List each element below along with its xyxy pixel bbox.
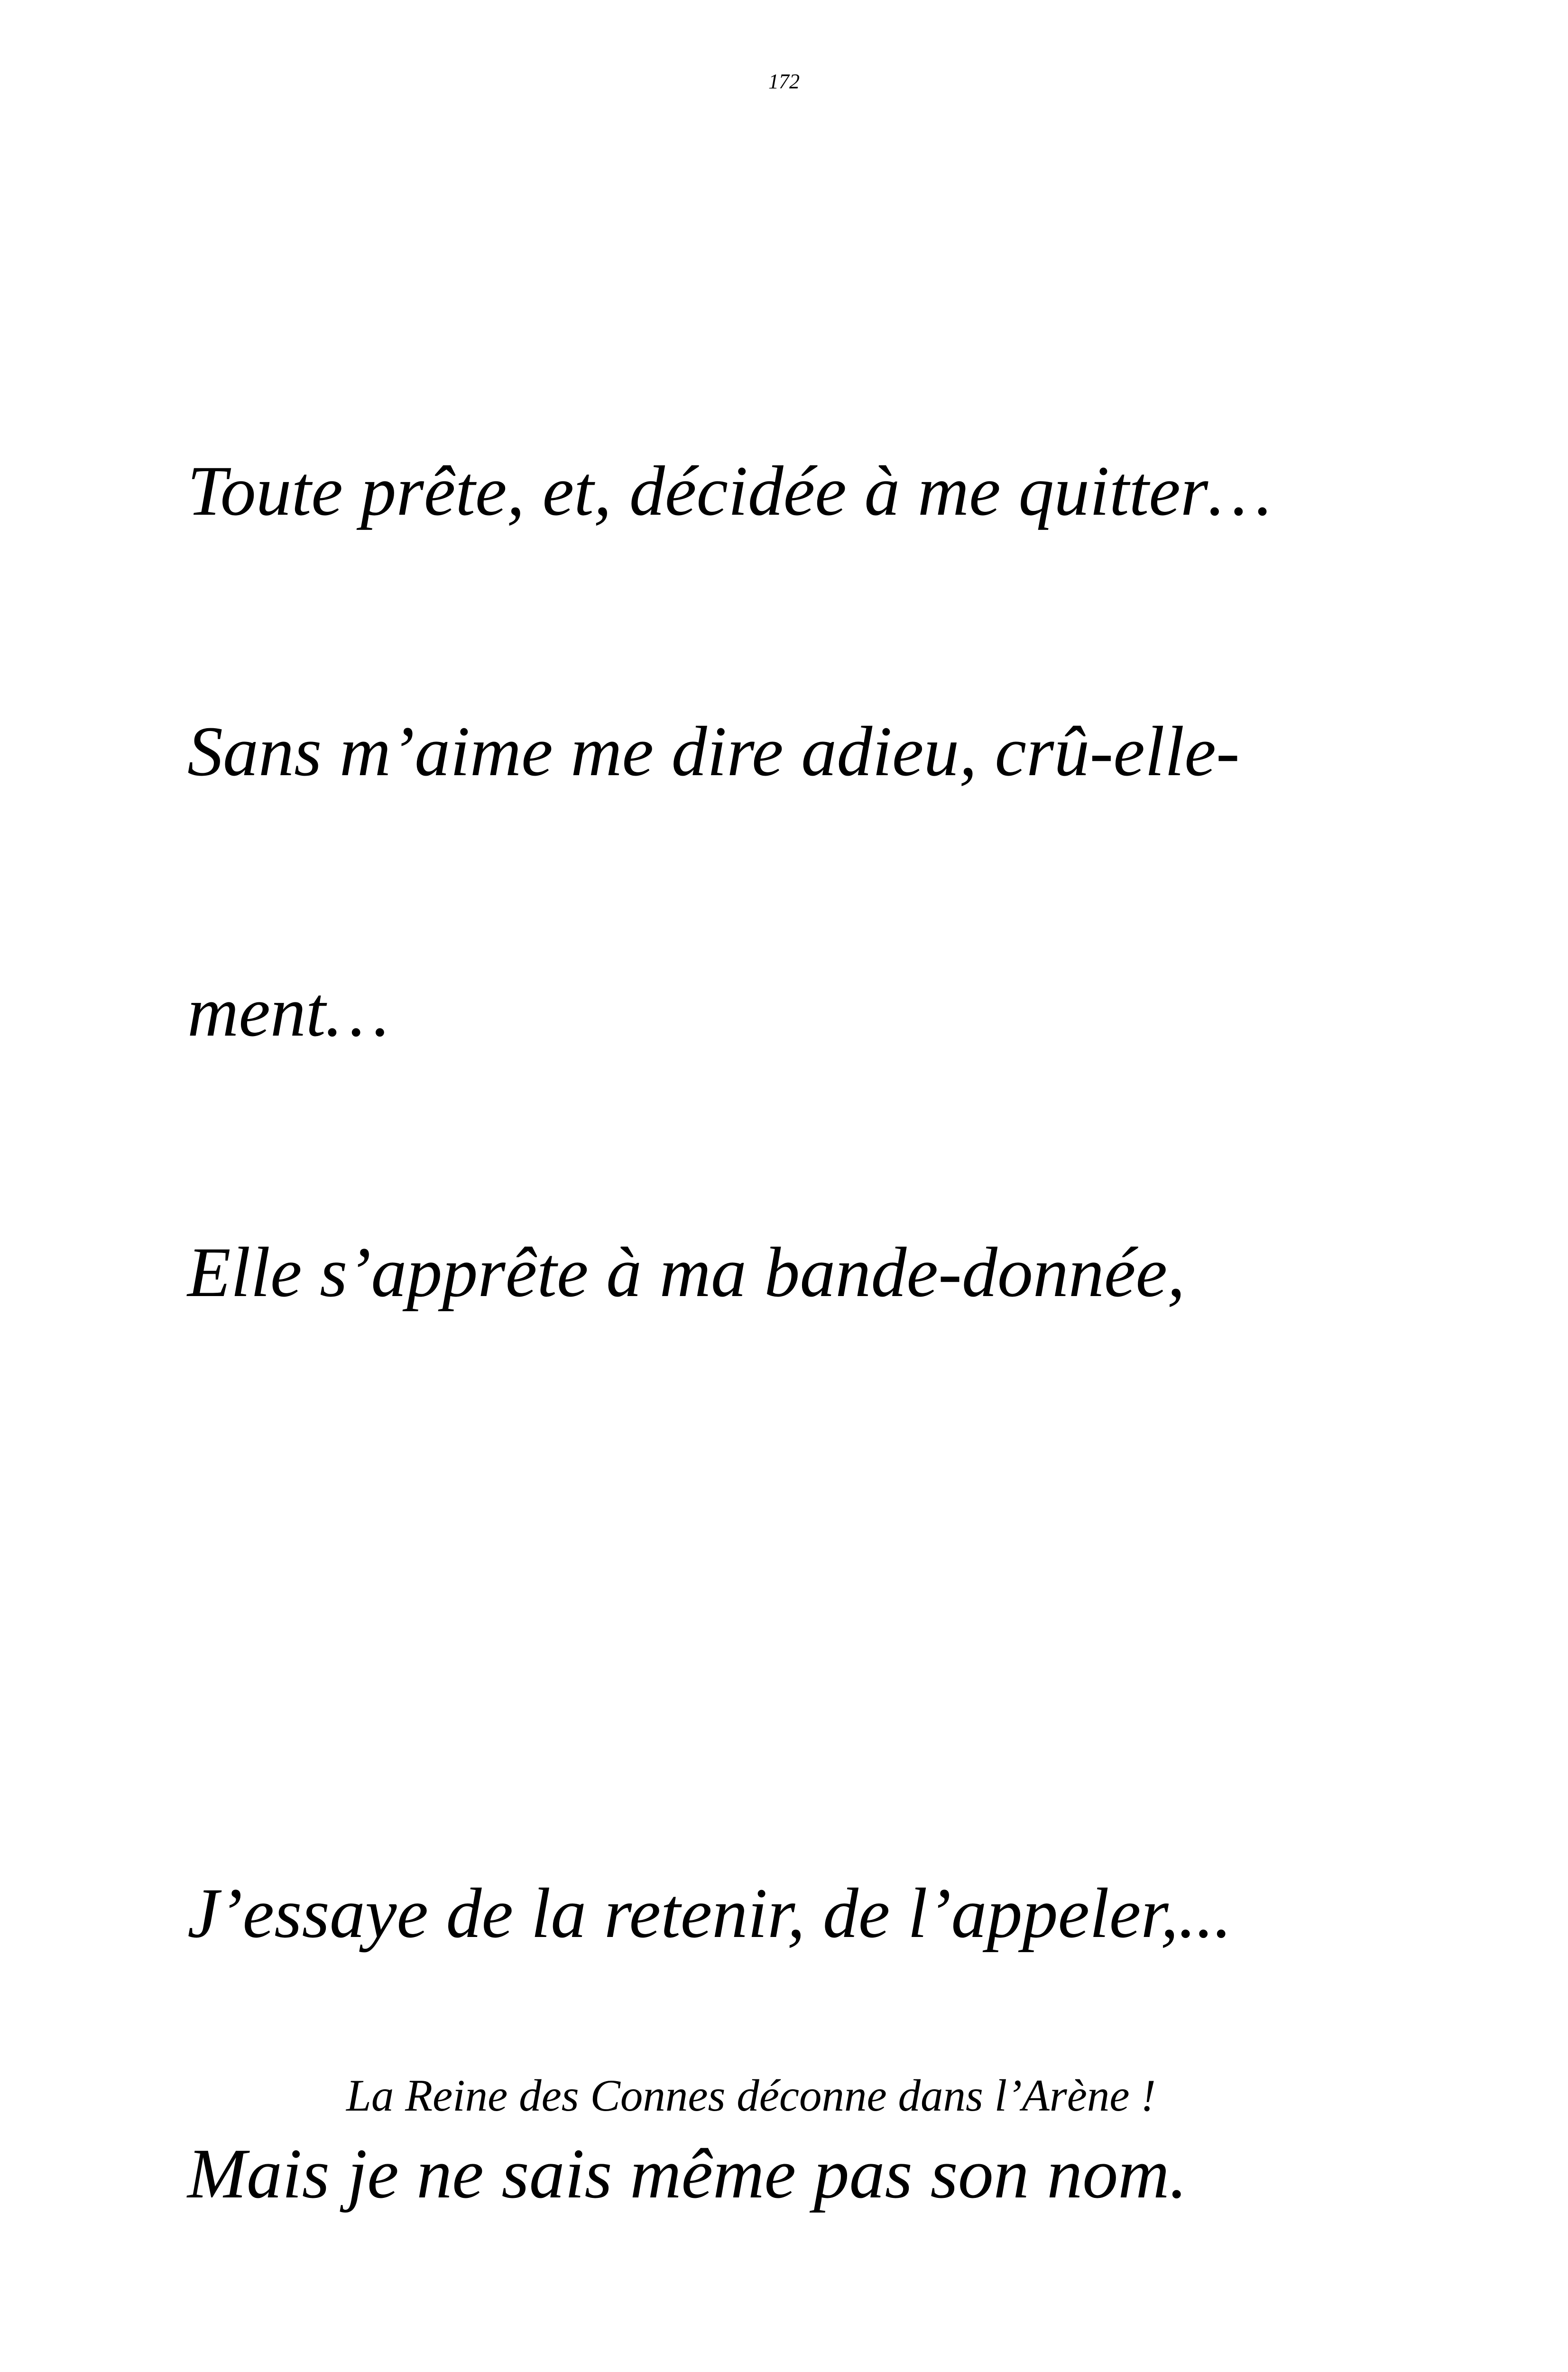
poem-line: Mais je ne sais même pas son nom. [187, 2134, 1188, 2213]
poem-line: Toute prête, et, décidée à me quitter… [187, 452, 1272, 530]
poem-line: J’essaye de la retenir, de l’appeler,... [187, 1874, 1232, 1953]
poem-line: ment… [187, 973, 389, 1051]
poem-line: Elle s’apprête à ma bande-donnée, [187, 1233, 1185, 1312]
running-footer: La Reine des Connes déconne dans l’Arène ! [346, 2070, 1156, 2121]
page-number: 172 [768, 70, 800, 93]
poem-line: Sans m’aime me dire adieu, crû-elle- [187, 712, 1240, 791]
poem-body [187, 187, 1468, 2372]
stanza-gap [187, 1490, 1468, 1523]
